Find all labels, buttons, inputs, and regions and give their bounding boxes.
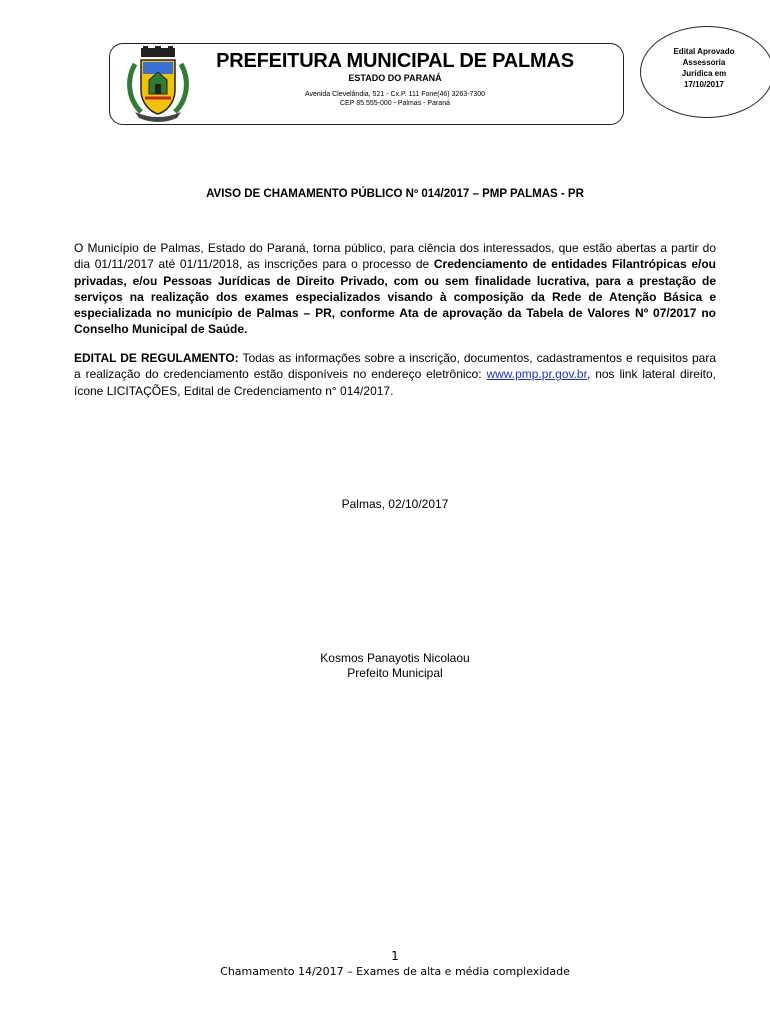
regulation-tail: , nos link lateral direito, ícone LICITAÇÕES, Edital de Credenciamento n° 014/2017. bbox=[74, 367, 716, 398]
approval-stamp-text bbox=[665, 46, 743, 90]
regulation-text: Todas as informações sobre a inscrição, documentos, cadastramentos e requisitos para a realização do credenciamento estão disponíveis no endereço eletrônico: bbox=[74, 351, 716, 382]
stamp-line-4: 17/10/2017 bbox=[683, 80, 725, 89]
regulation-label: EDITAL DE REGULAMENTO: bbox=[74, 351, 239, 365]
website-link[interactable]: www.pmp.pr.gov.br bbox=[486, 367, 587, 382]
footer-text: Chamamento 14/2017 – Exames de alta e média complexidade bbox=[220, 965, 570, 978]
stamp-line-1: Edital Aprovado bbox=[673, 47, 735, 56]
page-number: 1 bbox=[391, 949, 399, 963]
notice-intro: O Município de Palmas, Estado do Paraná, torna público, para ciência dos interessados, que estão abertas a partir do dia 01/11/2017 até 01/11/2018, as inscrições para o processo de bbox=[74, 241, 716, 272]
org-address bbox=[190, 90, 600, 108]
stamp-line-3: Jurídica em bbox=[681, 69, 727, 78]
signatory-name: Kosmos Panayotis Nicolaou bbox=[320, 651, 470, 665]
org-name: PREFEITURA MUNICIPAL DE PALMAS bbox=[216, 50, 574, 72]
org-address-line-1: Avenida Clevelândia, 521 - Cx.P. 111 Fone(46) 3263-7300 bbox=[304, 91, 486, 98]
place-date: Palmas, 02/10/2017 bbox=[341, 497, 449, 511]
notice-subject: Credenciamento de entidades Filantrópicas e/ou privadas, e/ou Pessoas Jurídicas de Direito Privado, com ou sem finalidade lucrativa, para a prestação de serviços na realização dos exames especializados visando à composição da Rede de Atenção Básica e especializada no município de Palmas – PR, conforme Ata de aprovação da Tabela de Valores Nº 07/2017 no Conselho Municipal de Saúde. bbox=[74, 257, 716, 337]
regulation-paragraph bbox=[74, 350, 716, 399]
notice-paragraph bbox=[74, 240, 716, 338]
signatory-role: Prefeito Municipal bbox=[347, 666, 443, 680]
document-title: AVISO DE CHAMAMENTO PÚBLICO Nº 014/2017 – PMP PALMAS - PR bbox=[206, 188, 584, 200]
org-state: ESTADO DO PARANÁ bbox=[348, 73, 442, 83]
approval-stamp bbox=[640, 26, 770, 118]
org-address-line-2: CEP 85.555-000 - Palmas - Paraná bbox=[340, 100, 450, 107]
stamp-line-2: Assessoria bbox=[682, 58, 726, 67]
coat-of-arms-icon bbox=[125, 46, 191, 122]
